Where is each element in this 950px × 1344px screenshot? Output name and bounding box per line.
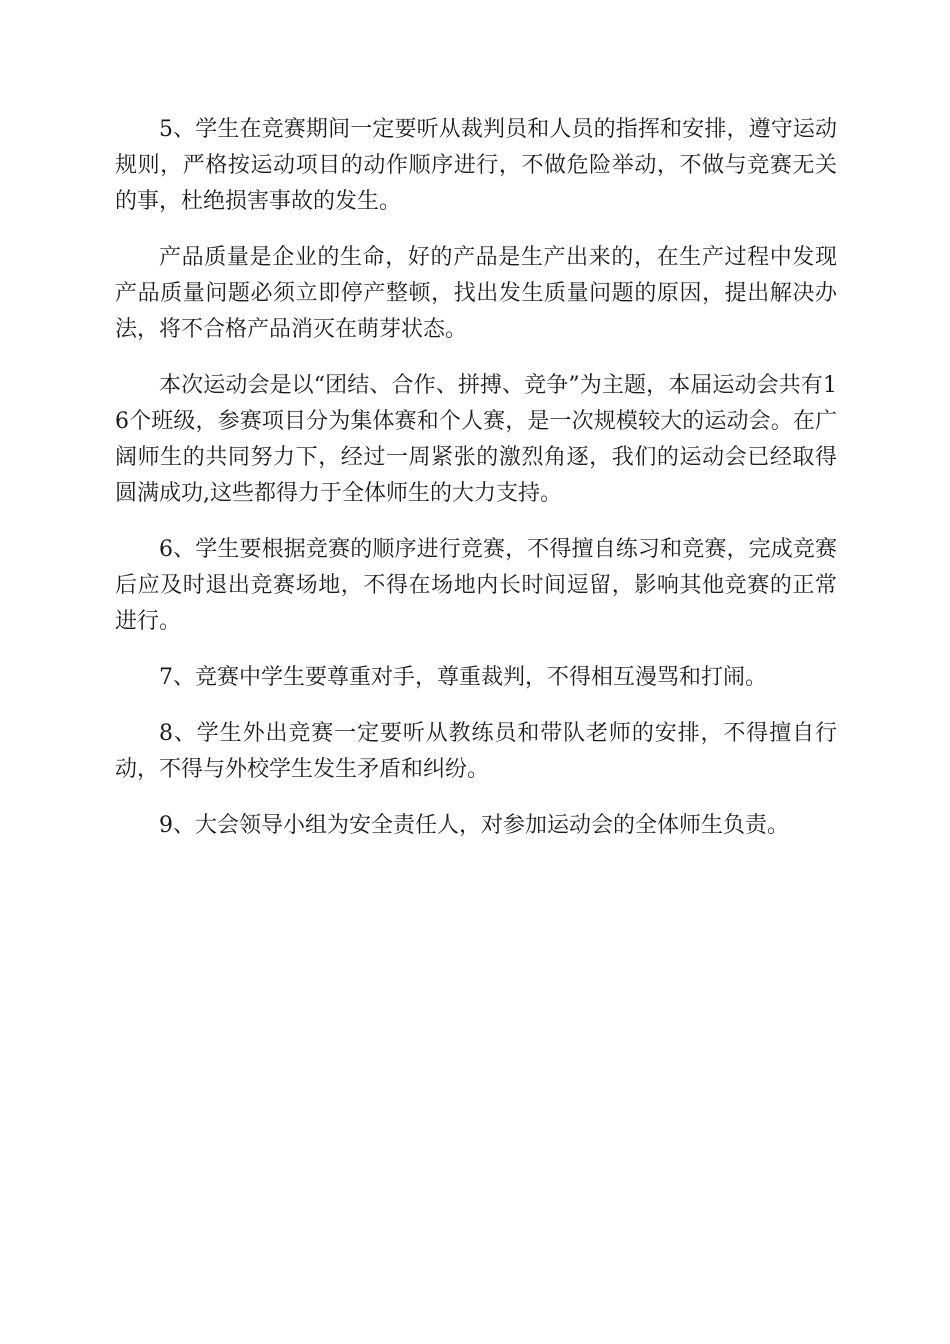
- paragraph-rule-7: 7、竞赛中学生要尊重对手，尊重裁判，不得相互漫骂和打闹。: [159, 665, 767, 690]
- paragraph-product-quality: 产品质量是企业的生命，好的产品是生产出来的，在生产过程中发现产品质量问题必须立即停产整顿，找出发生质量问题的原因，提出解决办法，将不合格产品消灭在萌芽状态。: [115, 245, 837, 342]
- paragraph-rule-6: 6、学生要根据竞赛的顺序进行竞赛，不得擅自练习和竞赛，完成竞赛后应及时退出竞赛场地，不得在场地内长时间逗留，影响其他竞赛的正常进行。: [115, 537, 837, 634]
- paragraph-rule-5: 5、学生在竞赛期间一定要听从裁判员和人员的指挥和安排，遵守运动规则，严格按运动项目的动作顺序进行，不做危险举动，不做与竞赛无关的事，杜绝损害事故的发生。: [115, 117, 837, 214]
- paragraph-sports-meet-summary: 本次运动会是以“团结、合作、拼搏、竞争”为主题，本届运动会共有16个班级，参赛项目分为集体赛和个人赛，是一次规模较大的运动会。在广阔师生的共同努力下，经过一周紧张的激烈角逐，我们的运动会已经取得圆满成功,这些都得力于全体师生的大力支持。: [115, 373, 837, 506]
- paragraph-rule-8: 8、学生外出竞赛一定要听从教练员和带队老师的安排，不得擅自行动，不得与外校学生发生矛盾和纠纷。: [115, 721, 837, 782]
- paragraph-rule-9: 9、大会领导小组为安全责任人，对参加运动会的全体师生负责。: [159, 813, 789, 838]
- document-body: [115, 112, 837, 864]
